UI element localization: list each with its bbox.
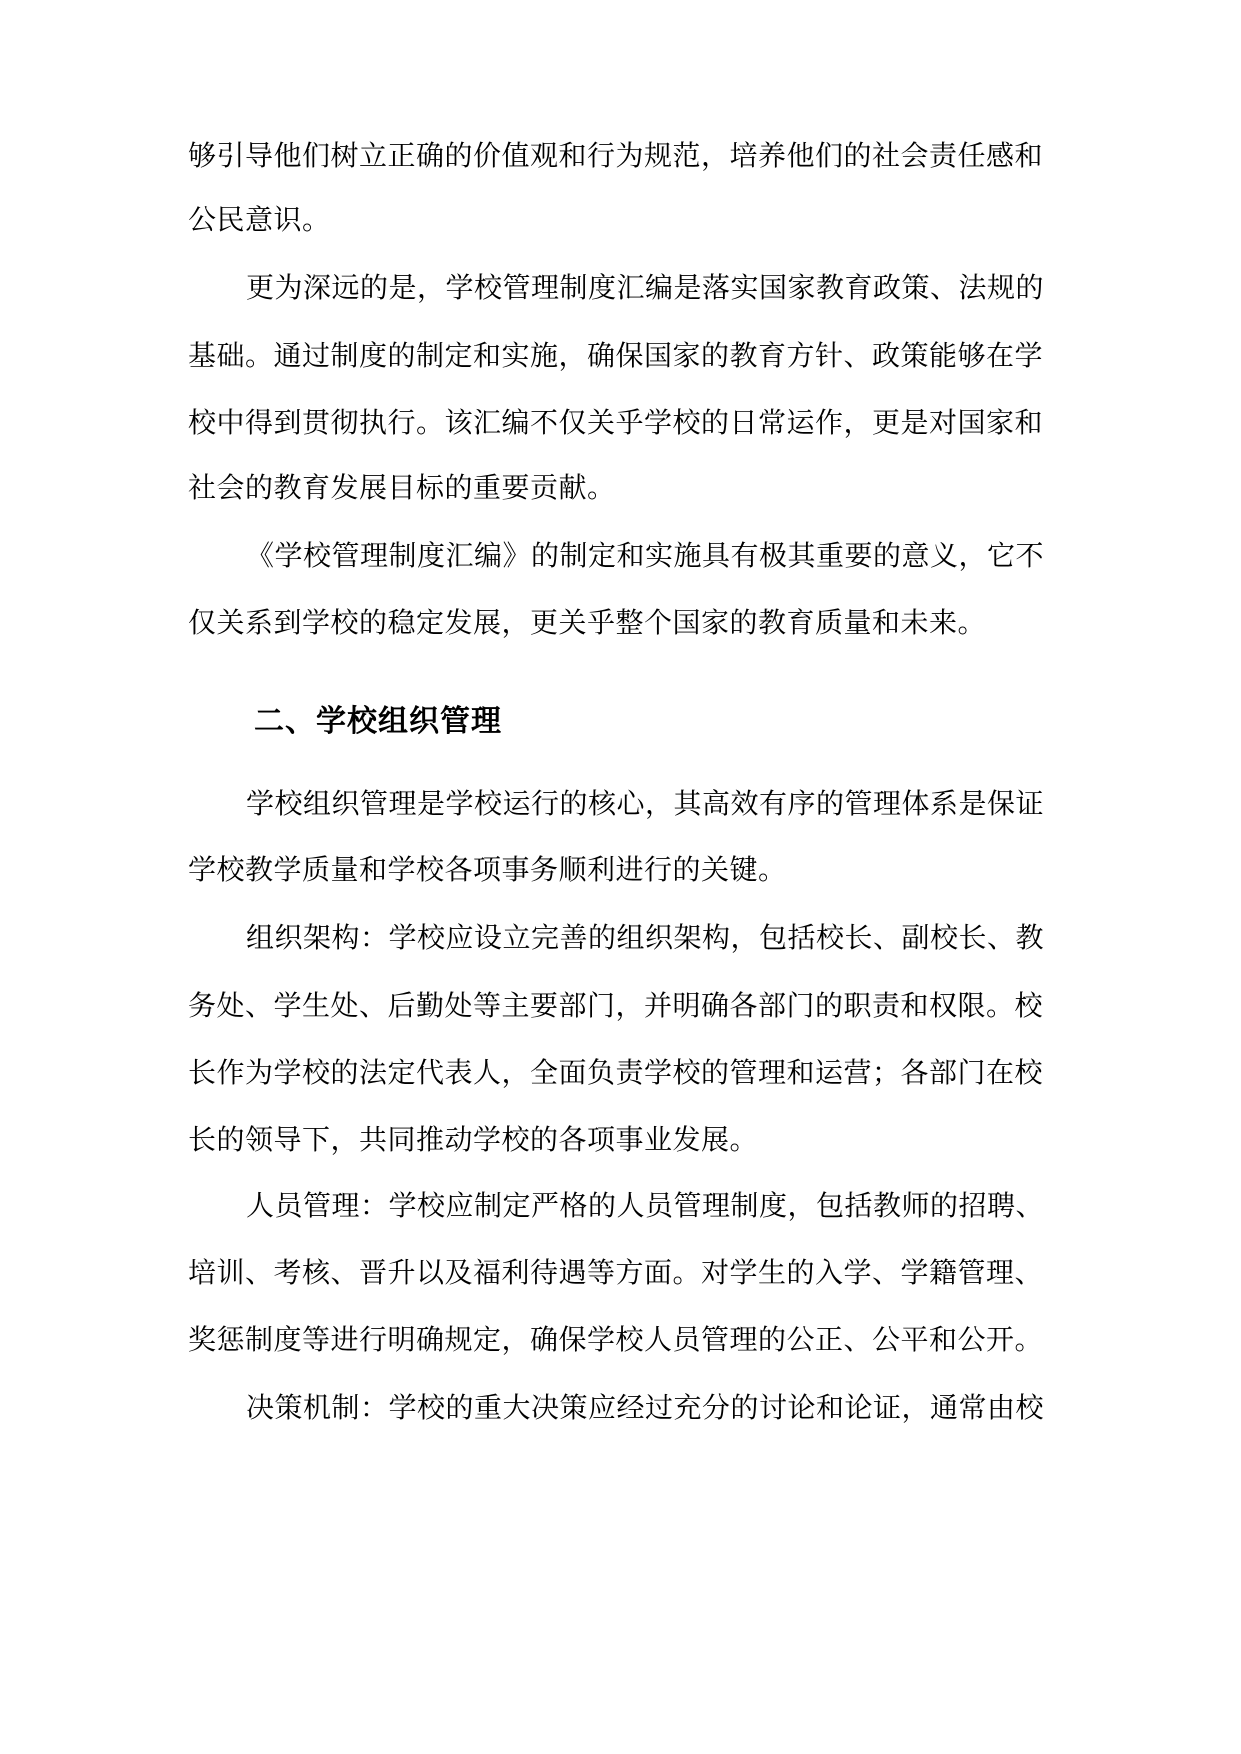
paragraph-line: 学校教学质量和学校各项事务顺利进行的关键。 xyxy=(188,853,787,886)
paragraph-line: 长作为学校的法定代表人，全面负责学校的管理和运营；各部门在校 xyxy=(188,1056,1044,1089)
paragraph-line: 人员管理：学校应制定严格的人员管理制度，包括教师的招聘、 xyxy=(246,1189,1045,1222)
paragraph-line: 校中得到贯彻执行。该汇编不仅关乎学校的日常运作，更是对国家和 xyxy=(188,406,1044,439)
paragraph-line: 学校组织管理是学校运行的核心，其高效有序的管理体系是保证 xyxy=(246,787,1045,820)
paragraph-line: 仅关系到学校的稳定发展，更关乎整个国家的教育质量和未来。 xyxy=(188,606,987,639)
paragraph-line: 奖惩制度等进行明确规定，确保学校人员管理的公正、公平和公开。 xyxy=(188,1323,1044,1356)
paragraph-line: 长的领导下，共同推动学校的各项事业发展。 xyxy=(188,1123,759,1156)
section-heading: 二、学校组织管理 xyxy=(254,704,502,739)
paragraph-line: 培训、考核、晋升以及福利待遇等方面。对学生的入学、学籍管理、 xyxy=(188,1256,1044,1289)
paragraph-line: 决策机制：学校的重大决策应经过充分的讨论和论证，通常由校 xyxy=(246,1391,1045,1424)
paragraph-line: 基础。通过制度的制定和实施，确保国家的教育方针、政策能够在学 xyxy=(188,339,1044,372)
paragraph-line: 社会的教育发展目标的重要贡献。 xyxy=(188,471,616,504)
paragraph-line: 更为深远的是，学校管理制度汇编是落实国家教育政策、法规的 xyxy=(246,271,1045,304)
paragraph-line: 组织架构：学校应设立完善的组织架构，包括校长、副校长、教 xyxy=(246,921,1045,954)
paragraph-line: 公民意识。 xyxy=(188,203,331,236)
paragraph-line: 《学校管理制度汇编》的制定和实施具有极其重要的意义，它不 xyxy=(246,539,1045,572)
paragraph-line: 务处、学生处、后勤处等主要部门，并明确各部门的职责和权限。校 xyxy=(188,989,1044,1022)
paragraph-line: 够引导他们树立正确的价值观和行为规范，培养他们的社会责任感和 xyxy=(188,139,1044,172)
